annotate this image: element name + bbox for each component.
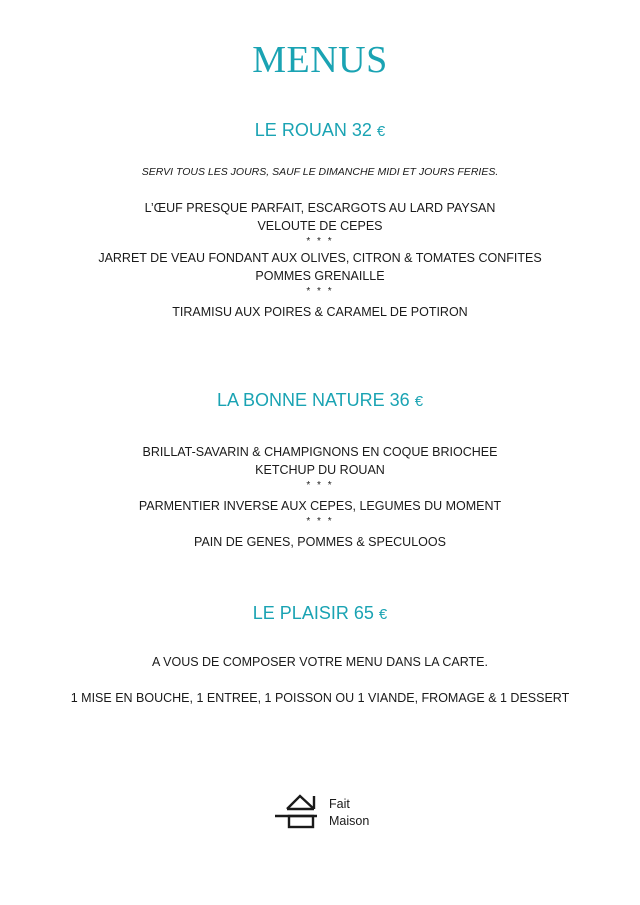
course-line: VELOUTE DE CEPES (257, 219, 383, 233)
course-line: JARRET DE VEAU FONDANT AUX OLIVES, CITRON & TOMATES CONFITES (98, 251, 542, 265)
menu-le-plaisir (0, 602, 640, 707)
menu-courses (0, 199, 640, 321)
page-title: MENUS (252, 39, 388, 81)
course-separator: * * * (306, 286, 334, 297)
course-line: L’ŒUF PRESQUE PARFAIT, ESCARGOTS AU LARD PAYSAN (144, 201, 496, 215)
menu-name: LE ROUAN 32 (254, 120, 372, 140)
currency-symbol: € (378, 606, 388, 623)
fait-maison-badge (275, 792, 395, 832)
menu-name: LA BONNE NATURE 36 (216, 390, 410, 410)
course-separator: * * * (306, 236, 334, 247)
course-line: BRILLAT-SAVARIN & CHAMPIGNONS EN COQUE BRIOCHEE (142, 445, 498, 459)
menu-heading (0, 389, 640, 413)
course-line: POMMES GRENAILLE (255, 269, 385, 283)
course-line: KETCHUP DU ROUAN (255, 463, 385, 477)
menu-la-bonne-nature (0, 389, 640, 551)
menu-name: LE PLAISIR 65 (252, 603, 374, 623)
fait-maison-line-2: Maison (329, 814, 370, 828)
fait-maison-line-1: Fait (329, 797, 350, 811)
course-separator: * * * (306, 516, 334, 527)
fait-maison-house-icon (275, 792, 319, 830)
menu-note: SERVI TOUS LES JOURS, SAUF LE DIMANCHE MIDI ET JOURS FERIES. (141, 166, 499, 178)
currency-symbol: € (414, 393, 424, 410)
course-line: PAIN DE GENES, POMMES & SPECULOOS (194, 535, 446, 549)
menu-heading (0, 119, 640, 143)
menu-heading (0, 602, 640, 626)
course-line: PARMENTIER INVERSE AUX CEPES, LEGUMES DU MOMENT (138, 499, 502, 513)
menu-description: A VOUS DE COMPOSER VOTRE MENU DANS LA CARTE. (152, 655, 488, 669)
currency-symbol: € (376, 123, 386, 140)
fait-maison-label (329, 796, 369, 830)
menu-le-rouan (0, 119, 640, 321)
course-separator: * * * (306, 480, 334, 491)
menu-composition: 1 MISE EN BOUCHE, 1 ENTREE, 1 POISSON OU 1 VIANDE, FROMAGE & 1 DESSERT (70, 691, 570, 705)
menu-courses (0, 443, 640, 551)
course-line: TIRAMISU AUX POIRES & CARAMEL DE POTIRON (172, 305, 468, 319)
